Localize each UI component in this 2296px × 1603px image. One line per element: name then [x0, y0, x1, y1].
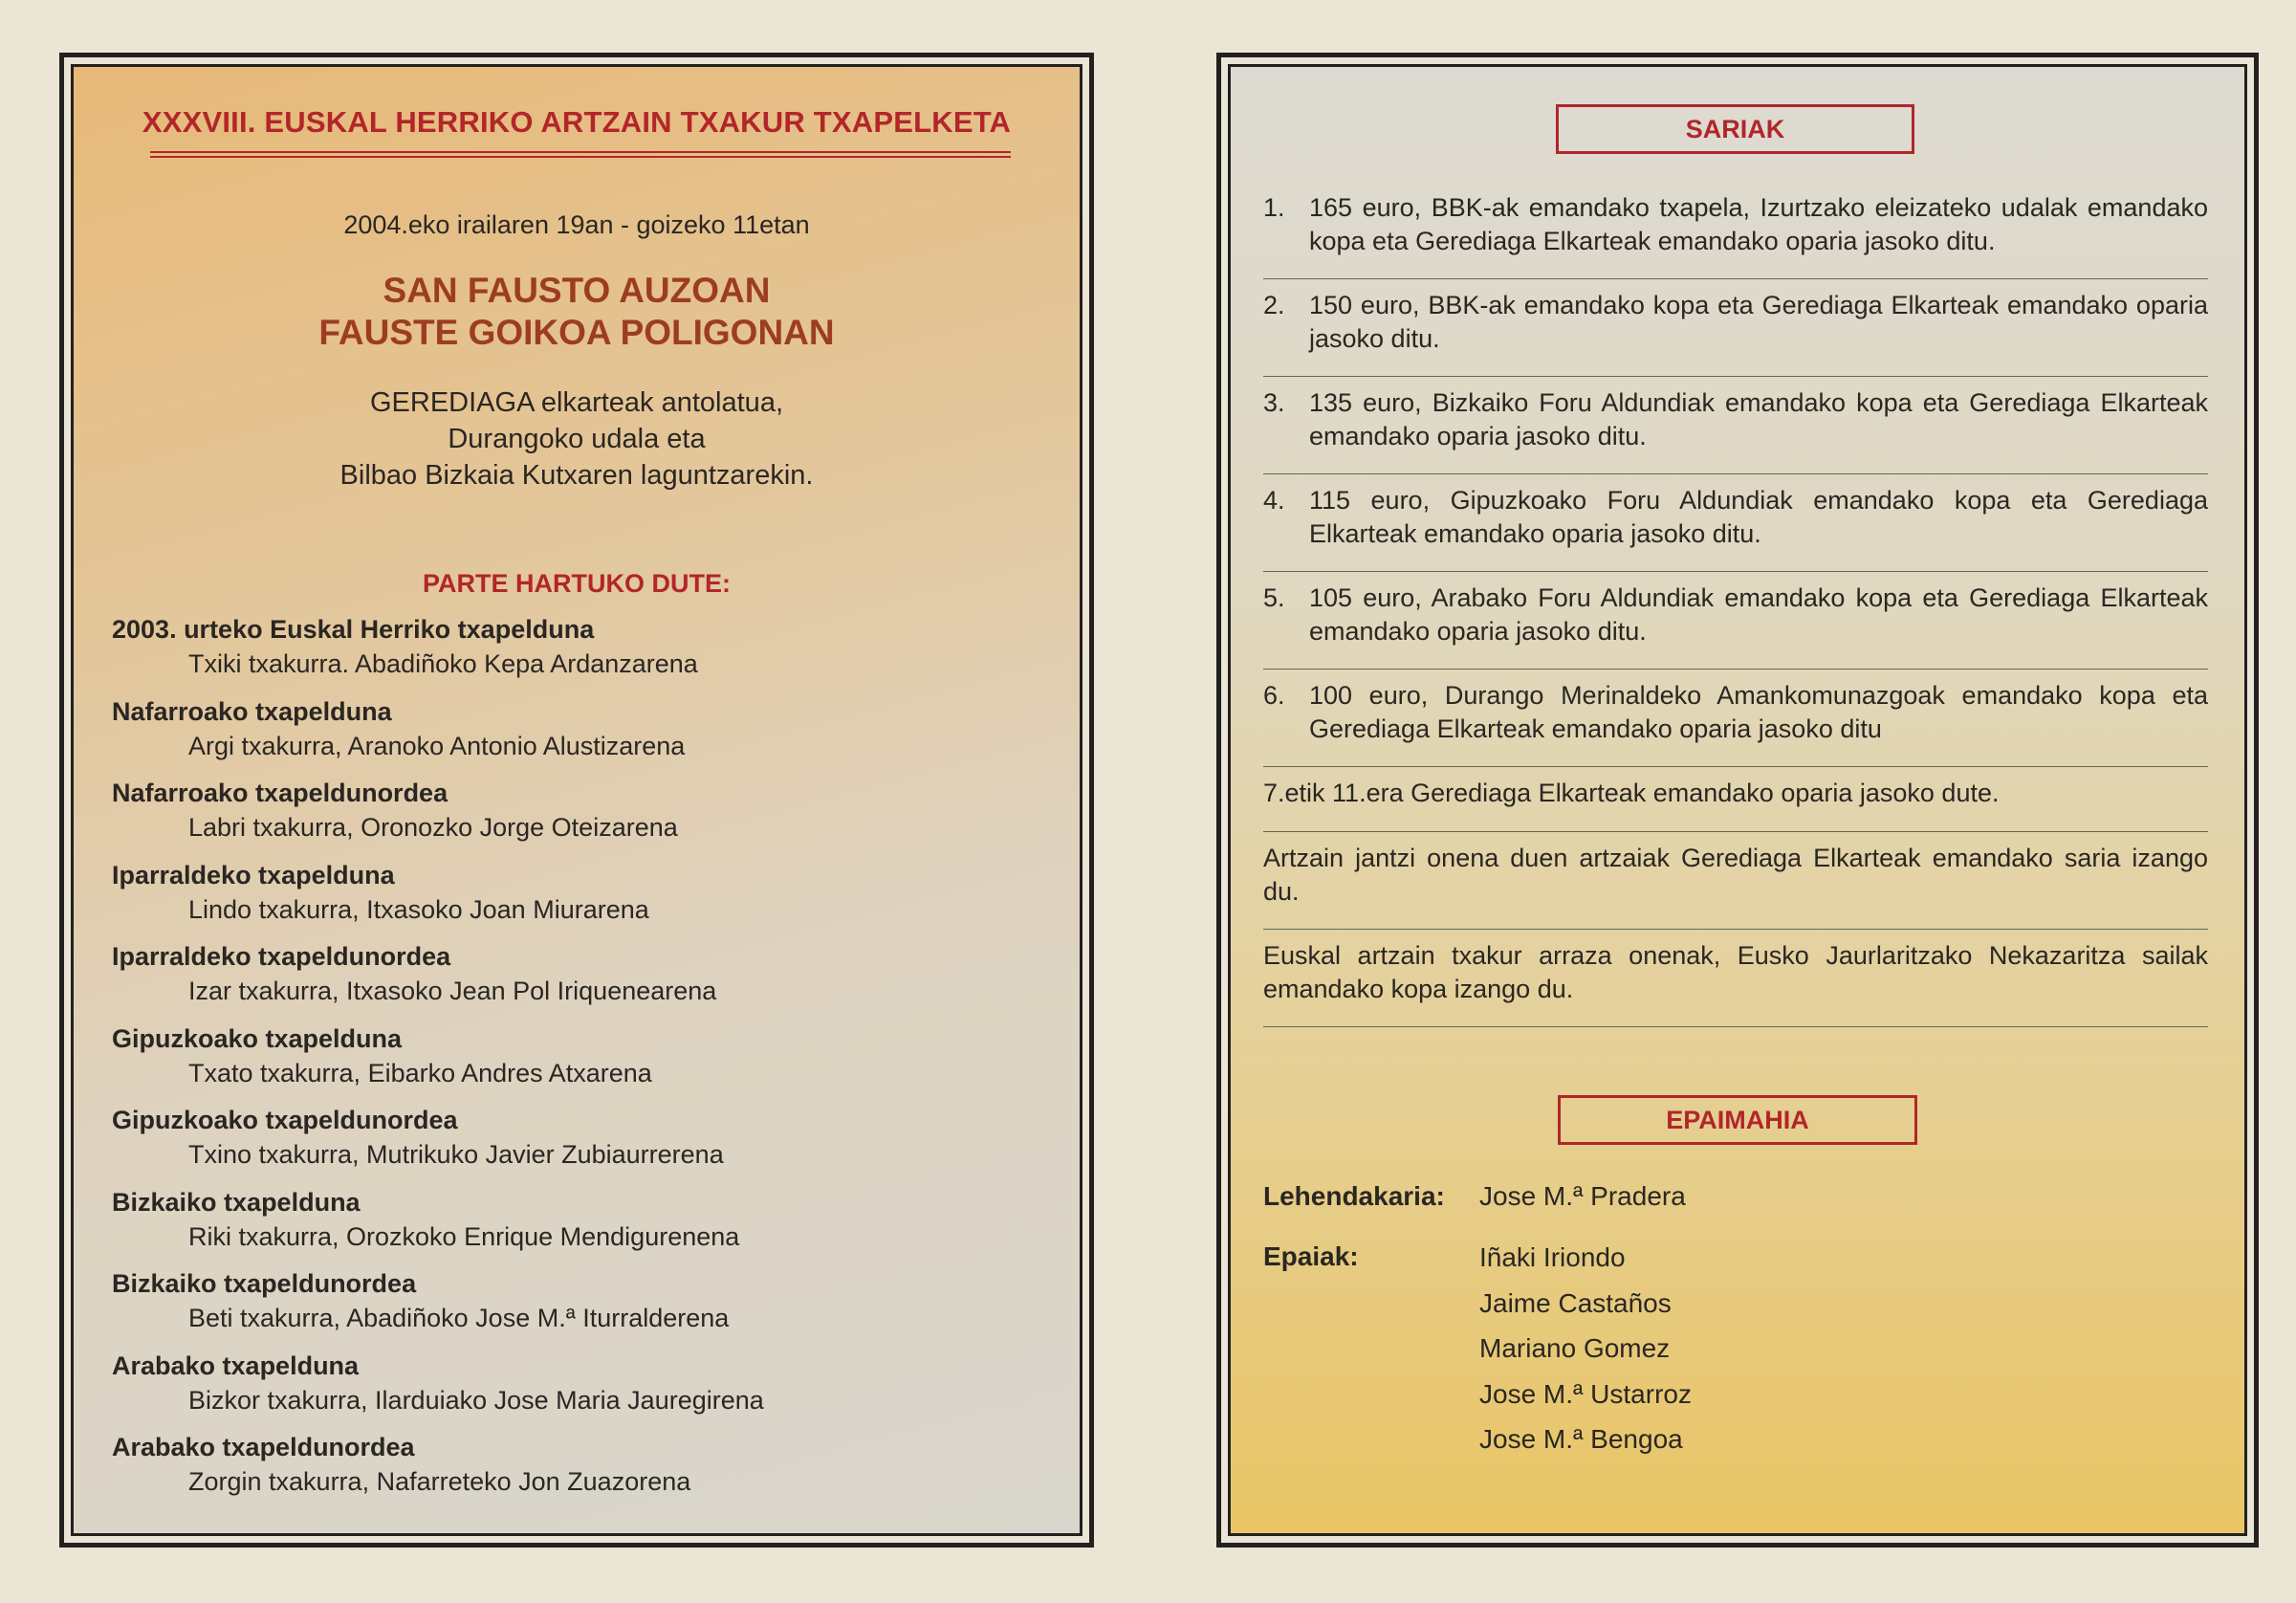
judge-name: Mariano Gomez: [1479, 1333, 1671, 1363]
participant-item: [112, 776, 1030, 858]
prize-text: 150 euro, BBK-ak emandako kopa eta Gerediaga Elkarteak emandako oparia jasoko ditu.: [1309, 291, 2208, 353]
participant-item: [112, 858, 1030, 940]
participants-list: [112, 612, 1030, 1512]
participant-dog: Txiki txakurra. Abadiñoko Kepa Ardanzarena: [188, 649, 698, 678]
prize-text: 115 euro, Gipuzkoako Foru Aldundiak emandako kopa eta Gerediaga Elkarteak emandako oparia jasoko ditu.: [1309, 486, 2208, 548]
judges-label: Epaiak:: [1263, 1241, 1359, 1271]
participant-item: [112, 1266, 1030, 1349]
prize-number: 3.: [1263, 388, 1285, 417]
participant-item: [112, 612, 1030, 694]
event-date: 2004.eko irailaren 19an - goizeko 11etan: [343, 210, 810, 239]
prizes-heading: SARIAK: [1556, 104, 1914, 154]
extra-prize-item: [1263, 767, 2208, 832]
left-page: [59, 53, 1094, 1548]
extra-prize-text: Artzain jantzi onena duen artzaiak Gerediaga Elkarteak emandako saria izango du.: [1263, 844, 2208, 906]
left-page-inner: [71, 64, 1082, 1536]
prize-item: [1263, 670, 2208, 767]
prize-number: 5.: [1263, 583, 1285, 612]
participant-dog: Lindo txakurra, Itxasoko Joan Miurarena: [188, 894, 649, 924]
jury-section: [1263, 1181, 2124, 1454]
prize-item: [1263, 182, 2208, 279]
prize-text: 165 euro, BBK-ak emandako txapela, Izurtzako eleizateko udalak emandako kopa eta Gerediaga Elkarteak emandako oparia jasoko ditu.: [1309, 193, 2208, 255]
extra-prize-text: Euskal artzain txakur arraza onenak, Eusko Jaurlaritzako Nekazaritza sailak emandako kopa izango du.: [1263, 941, 2208, 1003]
prize-text: 105 euro, Arabako Foru Aldundiak emandako kopa eta Gerediaga Elkarteak emandako oparia jasoko ditu.: [1309, 583, 2208, 646]
participant-dog: Izar txakurra, Itxasoko Jean Pol Iriquenearena: [188, 977, 717, 1005]
participant-category: Bizkaiko txapeldunordea: [112, 1269, 417, 1298]
prize-number: 4.: [1263, 486, 1285, 515]
jury-heading: EPAIMAHIA: [1558, 1095, 1917, 1145]
venue-line-1: SAN FAUSTO AUZOAN: [383, 271, 771, 310]
participant-item: [112, 1185, 1030, 1267]
judge-name: Iñaki Iriondo: [1479, 1242, 1626, 1272]
president-row: [1263, 1181, 2124, 1227]
president-label: Lehendakaria:: [1263, 1181, 1445, 1211]
participant-item: [112, 1021, 1030, 1104]
participants-title: PARTE HARTUKO DUTE:: [423, 569, 731, 598]
right-page-inner: [1228, 64, 2247, 1536]
prize-item: [1263, 474, 2208, 572]
prize-number: 6.: [1263, 681, 1285, 710]
prize-number: 1.: [1263, 193, 1285, 222]
organizers-line-3: Bilbao Bizkaia Kutxaren laguntzarekin.: [339, 460, 814, 491]
right-page: [1216, 53, 2259, 1548]
prizes-list: [1263, 182, 2208, 1027]
main-title: XXXVIII. EUSKAL HERRIKO ARTZAIN TXAKUR TXAPELKETA: [142, 105, 1012, 139]
participant-category: Arabako txapelduna: [112, 1350, 360, 1380]
prize-number: 2.: [1263, 291, 1285, 319]
venue: [74, 270, 1080, 354]
participant-category: Nafarroako txapelduna: [112, 696, 392, 726]
participant-category: Bizkaiko txapelduna: [112, 1187, 361, 1217]
participant-dog: Argi txakurra, Aranoko Antonio Alustizarena: [188, 731, 686, 760]
prize-item: [1263, 572, 2208, 670]
participant-dog: Beti txakurra, Abadiñoko Jose M.ª Iturralderena: [188, 1304, 730, 1332]
participant-category: Nafarroako txapeldunordea: [112, 779, 448, 807]
judge-name: Jaime Castaños: [1479, 1287, 1672, 1318]
participant-dog: Bizkor txakurra, Ilarduiako Jose Maria Jauregirena: [188, 1385, 764, 1415]
venue-line-2: FAUSTE GOIKOA POLIGONAN: [318, 313, 835, 352]
organizers-line-1: GEREDIAGA elkarteak antolatua,: [370, 387, 783, 418]
prize-text: 100 euro, Durango Merinaldeko Amankomunazgoak emandako kopa eta Gerediaga Elkarteak emandako oparia jasoko ditu: [1309, 681, 2208, 743]
participant-item: [112, 1430, 1030, 1512]
participant-dog: Txato txakurra, Eibarko Andres Atxarena: [188, 1058, 652, 1087]
extra-prize-item: [1263, 832, 2208, 930]
judge-name: Jose M.ª Ustarroz: [1479, 1378, 1692, 1409]
participant-category: Gipuzkoako txapeldunordea: [112, 1106, 458, 1134]
participant-item: [112, 1103, 1030, 1185]
judge-name: Jose M.ª Bengoa: [1479, 1424, 1683, 1454]
prize-item: [1263, 377, 2208, 474]
participant-item: [112, 694, 1030, 777]
prize-item: [1263, 279, 2208, 377]
participant-category: Iparraldeko txapelduna: [112, 860, 395, 889]
extra-prize-text: 7.etik 11.era Gerediaga Elkarteak emandako oparia jasoko dute.: [1263, 779, 2000, 807]
participant-category: 2003. urteko Euskal Herriko txapelduna: [112, 615, 595, 644]
prize-text: 135 euro, Bizkaiko Foru Aldundiak emandako kopa eta Gerediaga Elkarteak emandako oparia jasoko ditu.: [1309, 388, 2208, 450]
participant-item: [112, 1349, 1030, 1431]
participant-category: Gipuzkoako txapelduna: [112, 1023, 403, 1053]
participant-dog: Labri txakurra, Oronozko Jorge Oteizarena: [188, 813, 678, 842]
participant-dog: Txino txakurra, Mutrikuko Javier Zubiaurrerena: [188, 1140, 724, 1169]
extra-prize-item: [1263, 930, 2208, 1027]
participant-dog: Riki txakurra, Orozkoko Enrique Mendigurenena: [188, 1221, 740, 1251]
participant-category: Iparraldeko txapeldunordea: [112, 942, 451, 971]
participant-category: Arabako txapeldunordea: [112, 1433, 415, 1461]
judges-list: [1479, 1241, 1692, 1469]
title-rule: [150, 151, 1011, 158]
participant-item: [112, 939, 1030, 1021]
organizers: [74, 384, 1080, 494]
organizers-line-2: Durangoko udala eta: [448, 424, 706, 454]
president-name: Jose M.ª Pradera: [1479, 1181, 1686, 1211]
participant-dog: Zorgin txakurra, Nafarreteko Jon Zuazorena: [188, 1467, 691, 1496]
judges-row: [1263, 1241, 2124, 1287]
